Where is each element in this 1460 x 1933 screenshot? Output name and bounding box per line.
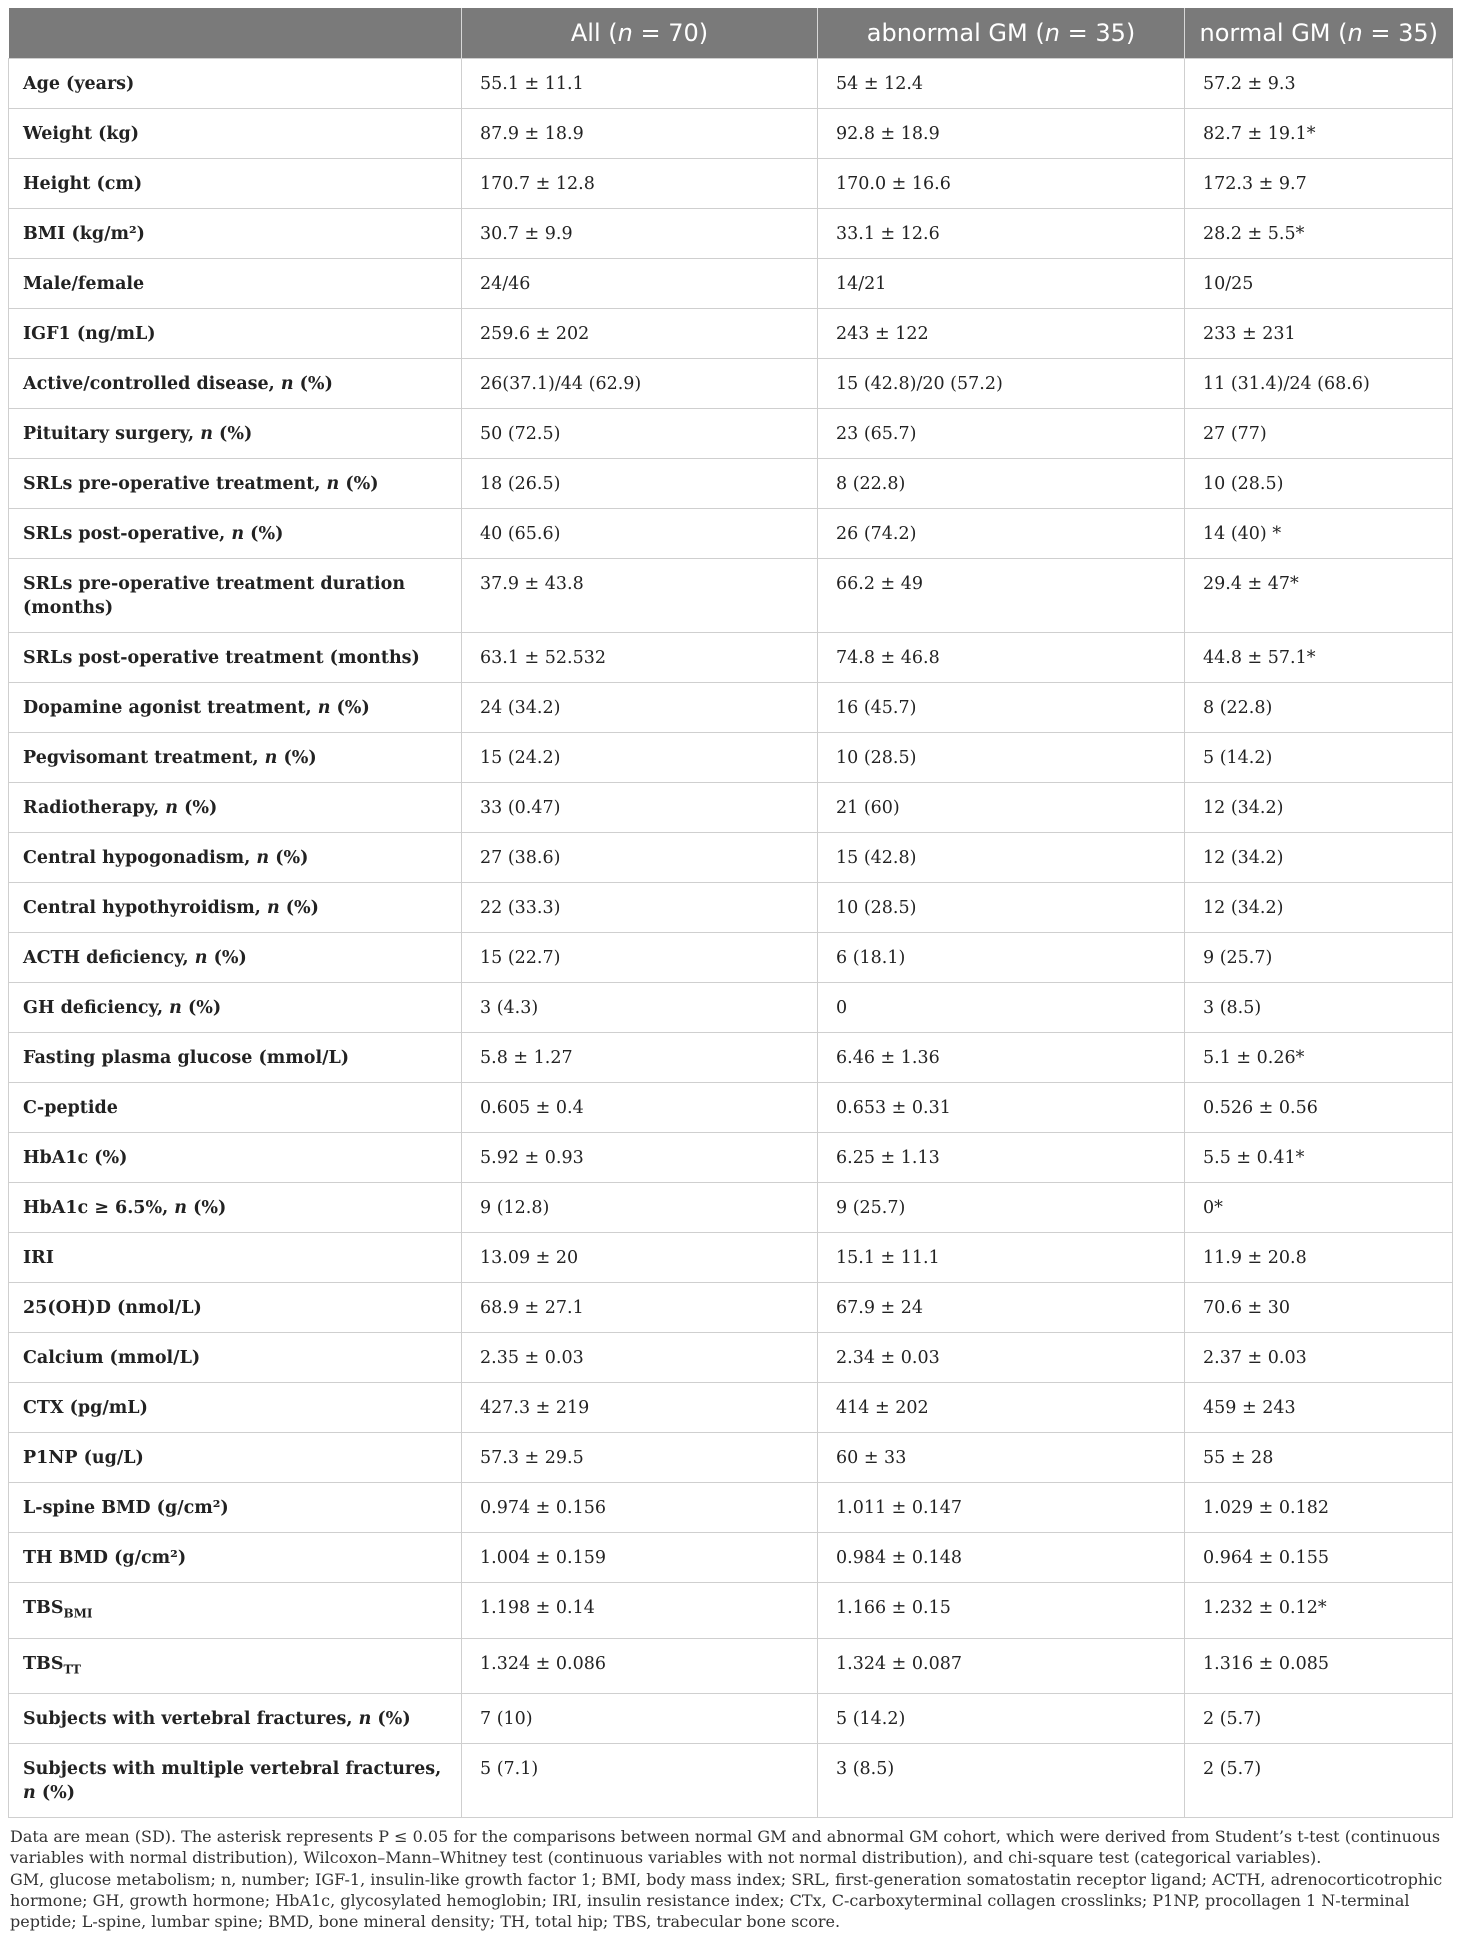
cell-normal-gm: 0.526 ± 0.56 [1185, 1083, 1453, 1133]
row-label: IGF1 (ng/mL) [9, 309, 462, 359]
cell-all: 2.35 ± 0.03 [462, 1333, 818, 1383]
cell-abnormal-gm: 6 (18.1) [818, 933, 1185, 983]
table-row [9, 1133, 1453, 1183]
row-label: SRLs pre-operative treatment duration (months) [9, 559, 462, 633]
cell-normal-gm: 8 (22.8) [1185, 683, 1453, 733]
cell-abnormal-gm: 33.1 ± 12.6 [818, 209, 1185, 259]
row-label: $TBS_{TT}$ [9, 1638, 462, 1694]
cell-all: 1.004 ± 0.159 [462, 1533, 818, 1583]
cell-abnormal-gm: 23 (65.7) [818, 409, 1185, 459]
cell-normal-gm: 12 (34.2) [1185, 833, 1453, 883]
table-row [9, 1583, 1453, 1639]
cell-normal-gm: 14 (40) * [1185, 509, 1453, 559]
cell-all: 1.198 ± 0.14 [462, 1583, 818, 1639]
table-row [9, 783, 1453, 833]
row-label: HbA1c ≥ 6.5%, n (%) [9, 1183, 462, 1233]
cell-normal-gm: 9 (25.7) [1185, 933, 1453, 983]
table-row [9, 509, 1453, 559]
row-label: IRI [9, 1233, 462, 1283]
cell-normal-gm: 10 (28.5) [1185, 459, 1453, 509]
cell-normal-gm: 1.232 ± 0.12* [1185, 1583, 1453, 1639]
table-row [9, 883, 1453, 933]
cell-abnormal-gm: 8 (22.8) [818, 459, 1185, 509]
cell-all: 259.6 ± 202 [462, 309, 818, 359]
cell-all: 5 (7.1) [462, 1744, 818, 1818]
header-all: All (n = 70) [462, 8, 818, 59]
table-row [9, 1283, 1453, 1333]
footnote-data-description: Data are mean (SD). The asterisk represents P ≤ 0.05 for the comparisons between normal GM and abnormal GM cohort, which were derived from Student’s t-test (continuous variables with normal distribution), Wilcoxon–Mann–Whitney test (continuous variables with not normal distribution), and chi-square test (categorical variables). [10, 1827, 1441, 1867]
cell-normal-gm: 57.2 ± 9.3 [1185, 59, 1453, 109]
cell-abnormal-gm: 170.0 ± 16.6 [818, 159, 1185, 209]
cell-all: 7 (10) [462, 1694, 818, 1744]
cell-abnormal-gm: 6.46 ± 1.36 [818, 1033, 1185, 1083]
cell-all: 24 (34.2) [462, 683, 818, 733]
cell-all: 87.9 ± 18.9 [462, 109, 818, 159]
row-label: TH BMD (g/cm²) [9, 1533, 462, 1583]
cell-normal-gm: 70.6 ± 30 [1185, 1283, 1453, 1333]
table-row [9, 109, 1453, 159]
cell-normal-gm: 5.5 ± 0.41* [1185, 1133, 1453, 1183]
cell-abnormal-gm: 54 ± 12.4 [818, 59, 1185, 109]
cell-abnormal-gm: 67.9 ± 24 [818, 1283, 1185, 1333]
table-row [9, 1333, 1453, 1383]
table-row [9, 159, 1453, 209]
cell-all: 50 (72.5) [462, 409, 818, 459]
cell-normal-gm: 44.8 ± 57.1* [1185, 633, 1453, 683]
row-label: Radiotherapy, n (%) [9, 783, 462, 833]
cell-normal-gm: 2.37 ± 0.03 [1185, 1333, 1453, 1383]
cell-normal-gm: 1.316 ± 0.085 [1185, 1638, 1453, 1694]
row-label: Subjects with vertebral fractures, n (%) [9, 1694, 462, 1744]
cell-all: 170.7 ± 12.8 [462, 159, 818, 209]
row-label: Central hypogonadism, n (%) [9, 833, 462, 883]
cell-all: 37.9 ± 43.8 [462, 559, 818, 633]
row-label: SRLs post-operative, n (%) [9, 509, 462, 559]
table-row [9, 409, 1453, 459]
table-row [9, 733, 1453, 783]
cell-all: 68.9 ± 27.1 [462, 1283, 818, 1333]
table-row [9, 1183, 1453, 1233]
cell-all: 57.3 ± 29.5 [462, 1433, 818, 1483]
table-row [9, 1433, 1453, 1483]
cell-abnormal-gm: 66.2 ± 49 [818, 559, 1185, 633]
header-normal-gm: normal GM (n = 35) [1185, 8, 1453, 59]
cell-abnormal-gm: 5 (14.2) [818, 1694, 1185, 1744]
cell-all: 5.92 ± 0.93 [462, 1133, 818, 1183]
cell-abnormal-gm: 2.34 ± 0.03 [818, 1333, 1185, 1383]
row-label: P1NP (ug/L) [9, 1433, 462, 1483]
row-label: BMI (kg/m²) [9, 209, 462, 259]
row-label: Weight (kg) [9, 109, 462, 159]
cell-all: 0.605 ± 0.4 [462, 1083, 818, 1133]
cell-abnormal-gm: 14/21 [818, 259, 1185, 309]
cell-all: 0.974 ± 0.156 [462, 1483, 818, 1533]
cell-all: 13.09 ± 20 [462, 1233, 818, 1283]
cell-normal-gm: 11.9 ± 20.8 [1185, 1233, 1453, 1283]
cell-abnormal-gm: 1.324 ± 0.087 [818, 1638, 1185, 1694]
row-label: Height (cm) [9, 159, 462, 209]
table-row [9, 259, 1453, 309]
cell-abnormal-gm: 74.8 ± 46.8 [818, 633, 1185, 683]
cell-normal-gm: 27 (77) [1185, 409, 1453, 459]
cell-abnormal-gm: 0.984 ± 0.148 [818, 1533, 1185, 1583]
cell-all: 26(37.1)/44 (62.9) [462, 359, 818, 409]
cell-all: 24/46 [462, 259, 818, 309]
row-label: Age (years) [9, 59, 462, 109]
row-label: Male/female [9, 259, 462, 309]
row-label: SRLs post-operative treatment (months) [9, 633, 462, 683]
row-label: Subjects with multiple vertebral fractures, n (%) [9, 1744, 462, 1818]
row-label: HbA1c (%) [9, 1133, 462, 1183]
cell-normal-gm: 82.7 ± 19.1* [1185, 109, 1453, 159]
cell-all: 15 (24.2) [462, 733, 818, 783]
cell-abnormal-gm: 414 ± 202 [818, 1383, 1185, 1433]
cell-all: 22 (33.3) [462, 883, 818, 933]
table-row [9, 209, 1453, 259]
cell-abnormal-gm: 92.8 ± 18.9 [818, 109, 1185, 159]
cell-normal-gm: 28.2 ± 5.5* [1185, 209, 1453, 259]
cell-abnormal-gm: 16 (45.7) [818, 683, 1185, 733]
cell-all: 5.8 ± 1.27 [462, 1033, 818, 1083]
footnote-abbreviations: GM, glucose metabolism; n, number; IGF-1, insulin-like growth factor 1; BMI, body mass index; SRL, first-generation somatostatin receptor ligand; ACTH, adrenocorticotrophic hormone; GH, growth hormone; HbA1c, glycosylated hemoglobin; IRI, insulin resistance index; CTx, C-carboxyterminal collagen crosslinks; P1NP, procollagen 1 N-terminal peptide; L-spine, lumbar spine; BMD, bone mineral density; TH, total hip; TBS, trabecular bone score. [10, 1870, 1443, 1931]
cell-abnormal-gm: 1.166 ± 0.15 [818, 1583, 1185, 1639]
row-label: GH deficiency, n (%) [9, 983, 462, 1033]
table-row [9, 1638, 1453, 1694]
cell-abnormal-gm: 21 (60) [818, 783, 1185, 833]
table-row [9, 309, 1453, 359]
cell-all: 27 (38.6) [462, 833, 818, 883]
cell-normal-gm: 5 (14.2) [1185, 733, 1453, 783]
cell-normal-gm: 29.4 ± 47* [1185, 559, 1453, 633]
cell-normal-gm: 3 (8.5) [1185, 983, 1453, 1033]
cell-all: 55.1 ± 11.1 [462, 59, 818, 109]
row-label: Active/controlled disease, n (%) [9, 359, 462, 409]
row-label: $TBS_{BMI}$ [9, 1583, 462, 1639]
cell-all: 3 (4.3) [462, 983, 818, 1033]
cell-normal-gm: 55 ± 28 [1185, 1433, 1453, 1483]
table-row [9, 1533, 1453, 1583]
row-label: Dopamine agonist treatment, n (%) [9, 683, 462, 733]
table-header [9, 8, 1453, 59]
cell-normal-gm: 11 (31.4)/24 (68.6) [1185, 359, 1453, 409]
row-label: L-spine BMD (g/cm²) [9, 1483, 462, 1533]
header-variable [9, 8, 462, 59]
cell-abnormal-gm: 15.1 ± 11.1 [818, 1233, 1185, 1283]
cell-all: 33 (0.47) [462, 783, 818, 833]
cell-abnormal-gm: 6.25 ± 1.13 [818, 1133, 1185, 1183]
cell-abnormal-gm: 243 ± 122 [818, 309, 1185, 359]
table-row [9, 59, 1453, 109]
table-row [9, 459, 1453, 509]
cell-all: 1.324 ± 0.086 [462, 1638, 818, 1694]
table-row [9, 1744, 1453, 1818]
row-label: Calcium (mmol/L) [9, 1333, 462, 1383]
cell-abnormal-gm: 60 ± 33 [818, 1433, 1185, 1483]
cell-abnormal-gm: 3 (8.5) [818, 1744, 1185, 1818]
cell-abnormal-gm: 0.653 ± 0.31 [818, 1083, 1185, 1133]
cell-all: 63.1 ± 52.532 [462, 633, 818, 683]
row-label: C-peptide [9, 1083, 462, 1133]
table-row [9, 559, 1453, 633]
cell-abnormal-gm: 15 (42.8) [818, 833, 1185, 883]
cell-all: 30.7 ± 9.9 [462, 209, 818, 259]
row-label: SRLs pre-operative treatment, n (%) [9, 459, 462, 509]
table-row [9, 359, 1453, 409]
table-footnotes [8, 1826, 1452, 1932]
table-row [9, 1233, 1453, 1283]
row-label: Pegvisomant treatment, n (%) [9, 733, 462, 783]
table-row [9, 1033, 1453, 1083]
table-row [9, 983, 1453, 1033]
table-container [8, 8, 1452, 1933]
table-row [9, 933, 1453, 983]
cell-normal-gm: 172.3 ± 9.7 [1185, 159, 1453, 209]
cell-all: 427.3 ± 219 [462, 1383, 818, 1433]
cell-all: 18 (26.5) [462, 459, 818, 509]
cell-normal-gm: 0.964 ± 0.155 [1185, 1533, 1453, 1583]
table-row [9, 833, 1453, 883]
cell-abnormal-gm: 10 (28.5) [818, 883, 1185, 933]
cell-normal-gm: 12 (34.2) [1185, 783, 1453, 833]
cell-normal-gm: 459 ± 243 [1185, 1383, 1453, 1433]
cell-normal-gm: 233 ± 231 [1185, 309, 1453, 359]
row-label: Central hypothyroidism, n (%) [9, 883, 462, 933]
cell-abnormal-gm: 15 (42.8)/20 (57.2) [818, 359, 1185, 409]
cell-abnormal-gm: 0 [818, 983, 1185, 1033]
row-label: ACTH deficiency, n (%) [9, 933, 462, 983]
row-label: Fasting plasma glucose (mmol/L) [9, 1033, 462, 1083]
cell-abnormal-gm: 10 (28.5) [818, 733, 1185, 783]
cell-abnormal-gm: 9 (25.7) [818, 1183, 1185, 1233]
cell-all: 15 (22.7) [462, 933, 818, 983]
data-table [8, 8, 1453, 1818]
table-row [9, 1694, 1453, 1744]
row-label: 25(OH)D (nmol/L) [9, 1283, 462, 1333]
row-label: Pituitary surgery, n (%) [9, 409, 462, 459]
cell-normal-gm: 2 (5.7) [1185, 1744, 1453, 1818]
cell-abnormal-gm: 26 (74.2) [818, 509, 1185, 559]
table-row [9, 1083, 1453, 1133]
header-abnormal-gm: abnormal GM (n = 35) [818, 8, 1185, 59]
cell-normal-gm: 1.029 ± 0.182 [1185, 1483, 1453, 1533]
table-row [9, 1483, 1453, 1533]
cell-normal-gm: 2 (5.7) [1185, 1694, 1453, 1744]
table-body [9, 59, 1453, 1818]
cell-normal-gm: 10/25 [1185, 259, 1453, 309]
table-row [9, 683, 1453, 733]
cell-abnormal-gm: 1.011 ± 0.147 [818, 1483, 1185, 1533]
cell-normal-gm: 0* [1185, 1183, 1453, 1233]
cell-all: 40 (65.6) [462, 509, 818, 559]
table-row [9, 1383, 1453, 1433]
cell-normal-gm: 5.1 ± 0.26* [1185, 1033, 1453, 1083]
cell-all: 9 (12.8) [462, 1183, 818, 1233]
table-row [9, 633, 1453, 683]
cell-normal-gm: 12 (34.2) [1185, 883, 1453, 933]
row-label: CTX (pg/mL) [9, 1383, 462, 1433]
